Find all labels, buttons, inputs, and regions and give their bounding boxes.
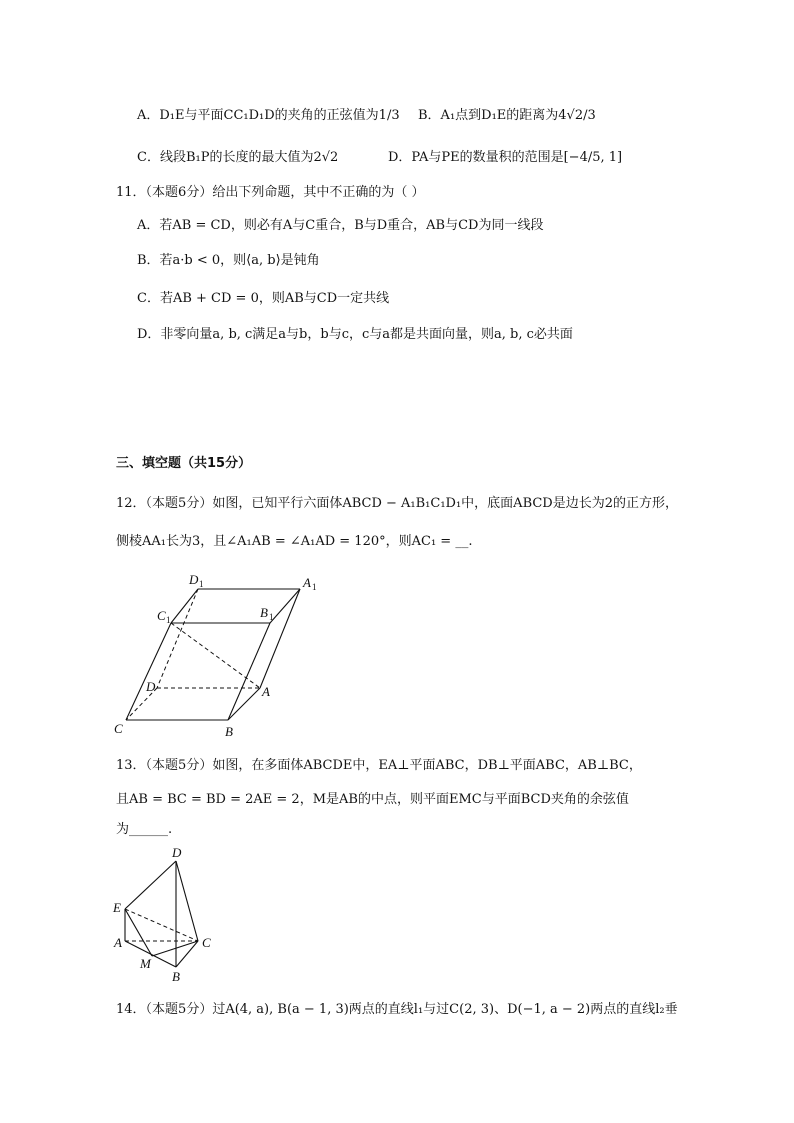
label-d: D	[172, 845, 182, 860]
q11-option-d: D．非零向量a, b, c满足a与b，b与c，c与a都是共面向量，则a, b, c必共面	[137, 327, 573, 342]
label-c: C	[114, 721, 123, 736]
label-d: D	[146, 679, 156, 694]
q14-line1: 14．（本题5分）过A(4, a), B(a − 1, 3)两点的直线l₁与过C(2, 3)、D(−1, a − 2)两点的直线l₂垂	[116, 1002, 678, 1017]
q12-line1: 12．（本题5分）如图，已知平行六面体ABCD − A₁B₁C₁D₁中，底面ABCD是边长为2的正方形，	[116, 496, 679, 511]
svg-text:1: 1	[166, 615, 171, 625]
label-a1: A	[303, 575, 311, 590]
q12-line2: 侧棱AA₁长为3，且∠A₁AB = ∠A₁AD = 120°，则AC₁ = __.	[116, 534, 473, 549]
label-m: M	[140, 956, 151, 971]
q11-stem: 11．（本题6分）给出下列命题，其中不正确的为（ ）	[116, 185, 425, 200]
q12-figure-parallelepiped	[110, 570, 340, 740]
svg-text:1: 1	[269, 612, 274, 622]
q13-figure-polyhedron	[110, 843, 230, 988]
option-d-prev: D．PA与PE的数量积的范围是[−4/5, 1]	[388, 150, 623, 165]
svg-text:1: 1	[312, 582, 317, 592]
label-e: E	[113, 900, 121, 915]
label-a: A	[262, 684, 270, 699]
section-title: 三、填空题（共15分）	[116, 456, 252, 471]
q13-line2: 且AB = BC = BD = 2AE = 2，M是AB的中点，则平面EMC与平面BCD夹角的余弦值	[116, 792, 629, 807]
label-b1: B	[260, 605, 268, 620]
q13-line1: 13．（本题5分）如图，在多面体ABCDE中，EA⊥平面ABC，DB⊥平面ABC，AB⊥BC，	[116, 758, 642, 773]
option-a-prev: A．D₁E与平面CC₁D₁D的夹角的正弦值为1/3	[137, 108, 400, 123]
q13-line3: 为______.	[116, 822, 173, 837]
q11-option-b: B．若a·b < 0，则⟨a, b⟩是钝角	[137, 253, 320, 268]
label-b: B	[172, 969, 180, 984]
option-c-prev: C．线段B₁P的长度的最大值为2√2	[137, 150, 339, 165]
svg-text:1: 1	[199, 579, 204, 589]
label-d1: D	[189, 572, 199, 587]
label-c: C	[202, 935, 211, 950]
label-b: B	[225, 724, 233, 739]
q11-option-c: C．若AB + CD = 0，则AB与CD一定共线	[137, 291, 390, 306]
label-c1: C	[157, 608, 166, 623]
label-a: A	[114, 935, 122, 950]
q11-option-a: A．若AB = CD，则必有A与C重合，B与D重合，AB与CD为同一线段	[137, 218, 544, 233]
option-b-prev: B．A₁点到D₁E的距离为4√2/3	[418, 108, 596, 123]
